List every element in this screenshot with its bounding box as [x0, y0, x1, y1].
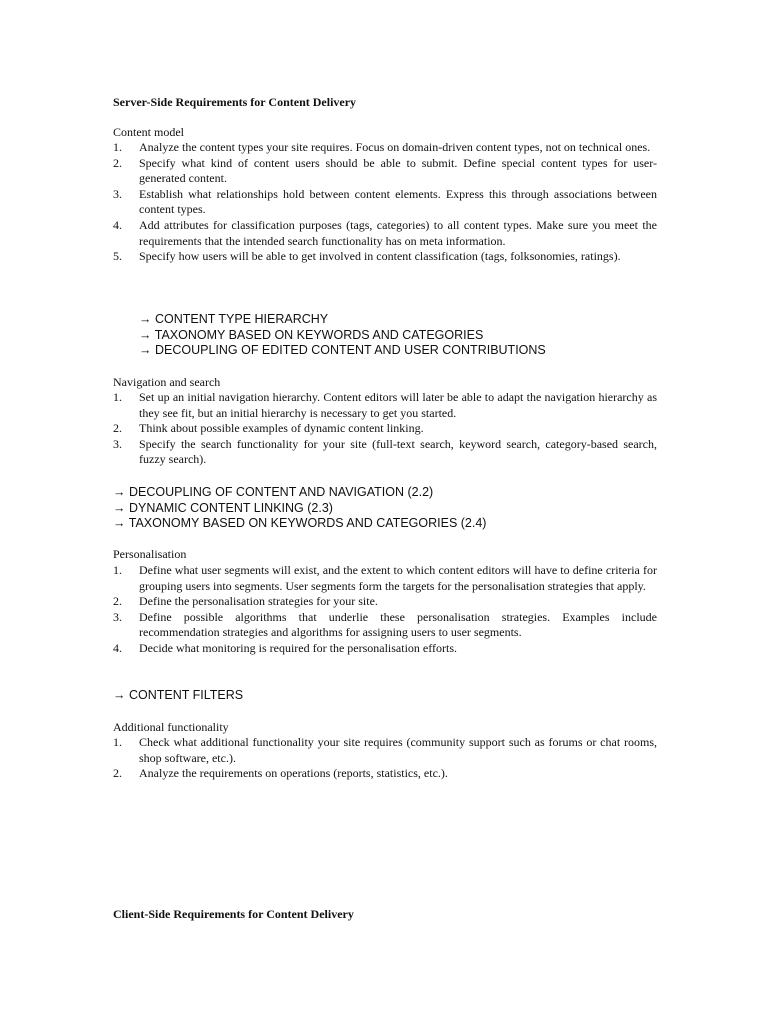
arrow-line: → TAXONOMY BASED ON KEYWORDS AND CATEGORIES: [139, 327, 484, 342]
list-item: 3. Specify the search functionality for your site (full-text search, keyword search, category-based search, fuzzy search).: [113, 436, 657, 467]
list-item: 2. Specify what kind of content users should be able to submit. Define special content types for user-generated content.: [113, 155, 657, 186]
personalisation-list: [113, 563, 657, 657]
server-side-heading: Server-Side Requirements for Content Delivery: [113, 95, 357, 109]
content-model-heading: Content model: [113, 125, 184, 139]
list-item: 2. Think about possible examples of dynamic content linking.: [113, 421, 424, 436]
client-side-heading: Client-Side Requirements for Content Delivery: [113, 907, 354, 921]
navigation-arrows: [113, 485, 486, 532]
content-model-list: [113, 140, 657, 265]
navigation-list: [113, 390, 657, 468]
arrow-line: → DECOUPLING OF CONTENT AND NAVIGATION (2.2): [113, 485, 434, 499]
list-item: 3. Define possible algorithms that underlie these personalisation strategies. Examples include recommendation strategies and algorithms for assigning users to user segments.: [113, 609, 657, 640]
list-item: 2. Define the personalisation strategies for your site.: [113, 594, 378, 609]
arrow-line: → CONTENT TYPE HIERARCHY: [139, 312, 329, 326]
navigation-heading: Navigation and search: [113, 375, 221, 389]
list-item: 1. Set up an initial navigation hierarchy. Content editors will later be able to adapt the navigation hierarchy as they see fit, but an initial hierarchy is necessary to get you started.: [113, 390, 657, 420]
additional-heading: Additional functionality: [113, 720, 229, 734]
personalisation-arrows: [113, 688, 243, 704]
list-item: 3. Establish what relationships hold between content elements. Express this through associations between content types.: [113, 186, 657, 217]
list-item: 1. Define what user segments will exist, and the extent to which content editors will have to define criteria for grouping users into segments. User segments form the targets for the personalisation strategies that apply.: [113, 563, 657, 593]
arrow-line: → DECOUPLING OF EDITED CONTENT AND USER CONTRIBUTIONS: [139, 343, 546, 358]
list-item: 5. Specify how users will be able to get involved in content classification (tags, folksonomies, ratings).: [113, 249, 621, 264]
arrow-line: → DYNAMIC CONTENT LINKING (2.3): [113, 500, 333, 515]
content-model-arrows: [139, 312, 546, 359]
arrow-line: → TAXONOMY BASED ON KEYWORDS AND CATEGORIES (2.4): [113, 516, 487, 531]
list-item: 2. Analyze the requirements on operations (reports, statistics, etc.).: [113, 766, 448, 781]
additional-list: [113, 735, 657, 782]
personalisation-heading: Personalisation: [113, 547, 187, 561]
list-item: 1. Check what additional functionality your site requires (community support such as forums or chat rooms, shop software, etc.).: [113, 735, 657, 765]
arrow-line: → CONTENT FILTERS: [113, 688, 244, 702]
list-item: 4. Add attributes for classification purposes (tags, categories) to all content types. Make sure you meet the requirements that the intended search functionality has on meta information.: [113, 217, 657, 248]
list-item: 1. Analyze the content types your site requires. Focus on domain-driven content types, not on technical ones.: [113, 140, 651, 154]
list-item: 4. Decide what monitoring is required for the personalisation efforts.: [113, 640, 458, 655]
